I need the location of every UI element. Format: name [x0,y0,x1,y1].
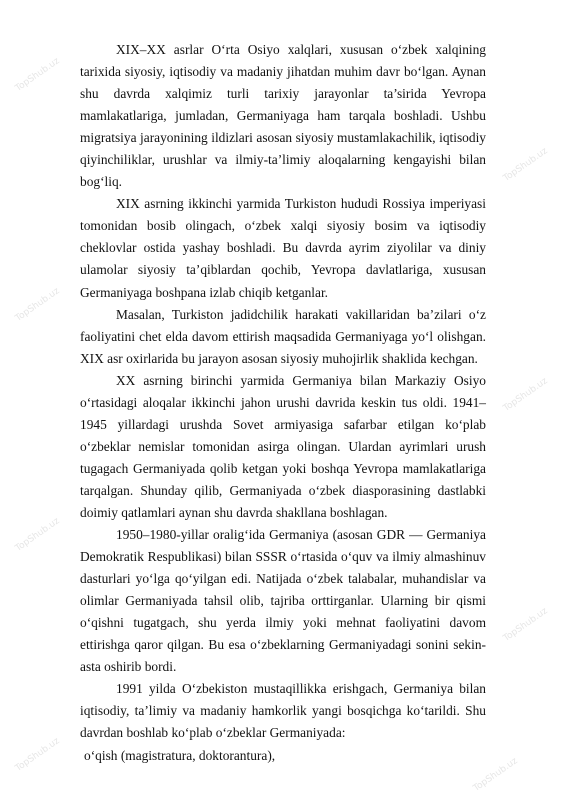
paragraph-4: XX asrning birinchi yarmida Germaniya bilan Markaziy Osiyo o‘rtasidagi aloqalar ikkinchi jahon urushi davrida keskin tus oldi. 1941–1945 yillardagi urushda Sovet armiyasiga safarbar etilgan ko‘plab o‘zbeklar nemislar tomonidan asirga olingan. Ulardan ayrimlari urush tugagach Germaniyada qolib ketgan yoki boshqa Yevropa mamlakatlariga tarqalgan. Shunday qilib, Germaniyada o‘zbek diasporasining dastlabki doimiy qatlamlari aynan shu davrda shakllana boshlagan. [80,372,486,520]
watermark: TopShub.uz [501,606,550,644]
paragraph-5: 1950–1980-yillar oralig‘ida Germaniya (asosan GDR — Germaniya Demokratik Respublikasi) bilan SSSR o‘rtasida o‘quv va ilmiy almashinuv dasturlari yo‘lga qo‘yilgan edi. Natijada o‘zbek talabalar, muhandislar va olimlar Germaniyada tahsil olib, tajriba orttirganlar. Ularning bir qismi o‘qishni tugatgach, shu yerda ilmiy yoki mehnat faoliyatini davom ettirishga qaror qilgan. Bu esa o‘zbeklarning Germaniyadagi sonini sekin-asta oshirib bordi. [80,527,486,675]
watermark: TopShub.uz [501,146,550,184]
paragraph-1: XIX–XX asrlar O‘rta Osiyo xalqlari, xususan o‘zbek xalqining tarixida siyosiy, iqtisodiy va madaniy jihatdan muhim davr bo‘lgan. Aynan shu davrda xalqimiz turli tarixiy jarayonlar ta’sirida Yevropa mamlakatlariga, jumladan, Germaniyaga ham tarqala boshladi. Ushbu migratsiya jarayonining ildizlari asosan siyosiy mustamlakachilik, iqtisodiy qiyinchiliklar, urushlar va ilmiy-ta’limiy aloqalarning kengayishi bilan bog‘liq. [80,42,486,190]
paragraph-2: XIX asrning ikkinchi yarmida Turkiston hududi Rossiya imperiyasi tomonidan bosib olingach, o‘zbek xalqi siyosiy bosim va iqtisodiy cheklovlar ostida yashay boshladi. Bu davrda ayrim ziyolilar va diniy ulamolar siyosiy ta’qiblardan qochib, Yevropa davlatlariga, xususan Germaniyaga boshpana izlab chiqib ketganlar. [80,196,486,300]
watermark: TopShub.uz [471,756,520,794]
watermark: TopShub.uz [13,736,62,774]
paragraph-6: 1991 yilda O‘zbekiston mustaqillikka erishgach, Germaniya bilan iqtisodiy, ta’limiy va madaniy hamkorlik yangi bosqichga ko‘tarildi. Shu davrdan boshlab ko‘plab o‘zbeklar Germaniyada: [80,681,486,741]
list-item: o‘qish (magistratura, doktorantura), [84,747,276,763]
watermark: TopShub.uz [501,376,550,414]
document-body [80,39,486,767]
watermark: TopShub.uz [13,286,62,324]
paragraph-3: Masalan, Turkiston jadidchilik harakati vakillaridan ba’zilari o‘z faoliyatini chet elda davom ettirish maqsadida Germaniyaga yo‘l olishgan. XIX asr oxirlarida bu jarayon asosan siyosiy muhojirlik shaklida kechgan. [80,306,486,366]
watermark: TopShub.uz [13,56,62,94]
watermark: TopShub.uz [13,516,62,554]
